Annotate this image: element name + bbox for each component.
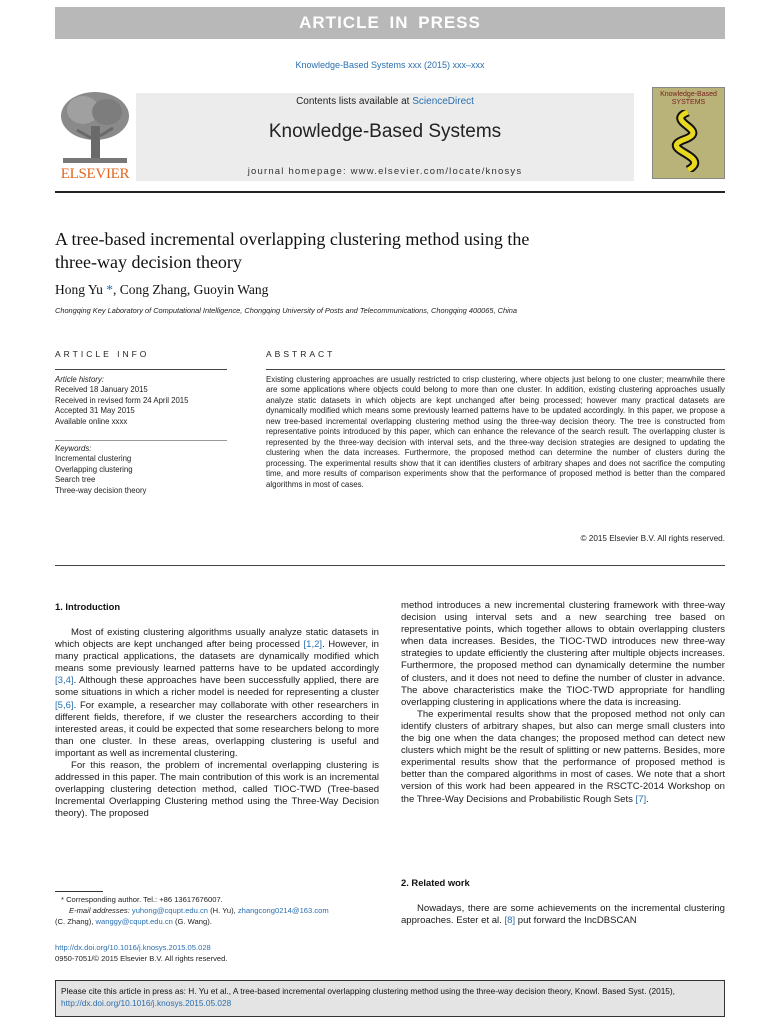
author-rest: , Cong Zhang, Guoyin Wang [113, 282, 269, 297]
email-link[interactable]: zhangcong0214@163.com [237, 905, 329, 915]
abstract-text: Existing clustering approaches are usually restricted to crisp clustering, where objects just belong to one cluster; meanwhile there are some applications where objects could belong to more than one cluster. In addition, existing clustering approaches usually analyze static datasets in which objects are kept unchanged after being processed; however many practical datasets are dynamically modified which means some previously learned patterns have to be updated accordingly. In this paper, we propose a new tree-based incremental overlapping clustering method using the three-way decision theory. The tree is constructed from representative points introduced by this paper, which can enhance the relevance of the search result. The overlapping cluster is represented by the three-way decision with interval sets, and the three-way decision strategies are designed to updating the clustering when the data increases. Furthermore, the proposed method can determine the number of clusters during the processing. The experimental results show that it can identifies clusters of arbitrary shapes and does not sacrifice the computing time, and more results of comparison experiments show that the performance of proposed method is better than the compared algorithms in most of cases. [266, 375, 725, 489]
title-line-1: A tree-based incremental overlapping clustering method using the [55, 229, 530, 249]
text-run: put forward the IncDBSCAN [515, 915, 637, 927]
journal-title: Knowledge-Based Systems [268, 121, 502, 142]
front-matter-bottom-rule [55, 565, 725, 566]
cite-doi-link[interactable]: http://dx.doi.org/10.1016/j.knosys.2015.05.028 [61, 997, 232, 1008]
footnote-rule [55, 891, 103, 892]
text-run: . Although these approaches have been successfully applied, there are some situations in which a richer model is needed for representing a cluster [55, 675, 379, 699]
cite-text: Please cite this article in press as: H. Yu et al., A tree-based incremental overlapping clustering method using the three-way decision theory, Knowl. Based Syst. (2015), [61, 986, 675, 996]
abstract-rule [266, 369, 725, 370]
keyword-item: Incremental clustering [55, 454, 132, 463]
citation-box [55, 980, 725, 1017]
abstract-copyright: © 2015 Elsevier B.V. All rights reserved. [580, 534, 725, 543]
email-link[interactable]: yuhong@cqupt.edu.cn [131, 905, 208, 915]
intro-paragraph-2: For this reason, the problem of incremental overlapping clustering is addressed in this paper. The main contribution of this work is an incremental overlapping clustering detection method, called TIOC-TWD (Tree-based Incremental Overlapping Clustering method using the Three-Way Decision theory). The proposed [55, 760, 379, 820]
contents-line [136, 96, 634, 107]
author-first: Hong Yu [55, 282, 103, 297]
introduction-heading: 1. Introduction [55, 601, 121, 612]
citation-link[interactable]: [3,4] [55, 675, 74, 687]
email-owner: (G. Wang). [172, 916, 212, 926]
keyword-item: Three-way decision theory [55, 486, 147, 496]
history-item: Received 18 January 2015 [55, 385, 148, 394]
text-run: . [646, 793, 649, 805]
email-line [55, 906, 385, 917]
text-run: Most of existing clustering algorithms usually analyze static datasets in which objects are kept unchanged after being processed [55, 627, 379, 651]
banner-text: ARTICLE IN PRESS [299, 13, 481, 32]
doi-link[interactable]: http://dx.doi.org/10.1016/j.knosys.2015.05.028 [55, 943, 211, 952]
text-run: . However, in many practical applications, the datasets are dynamically modified which means some previously learned patterns have to be updated accordingly [55, 639, 379, 675]
history-item: Accepted 31 May 2015 [55, 406, 135, 416]
article-history [55, 385, 188, 428]
text-run: The experimental results show that the proposed method not only can identify clusters of arbitrary shapes, but also can merge small clusters into the big one when the data changes; the proposed method can detect new clusters which might be the result of splitting or new patterns. Besides, more experimental results show that the performance of proposed method is better than the compared algorithms in most of cases. We note that a short version of this work had been appeared in the RSCTC-2014 Workshop on the Three-Way Decisions and Probabilistic Rough Sets [401, 708, 725, 805]
history-item: Available online xxxx [55, 417, 128, 427]
corresponding-author-note: * Corresponding author. Tel.: +86 13617676007. [61, 895, 223, 904]
email-link[interactable]: wanggy@cqupt.edu.cn [95, 916, 173, 926]
elsevier-wordmark: ELSEVIER [60, 166, 130, 182]
intro-paragraph-4 [401, 709, 725, 806]
header-rule [55, 191, 725, 193]
cover-artwork-icon [653, 110, 724, 172]
keyword-item: Overlapping clustering [55, 464, 133, 474]
right-column [401, 600, 725, 806]
citation-link[interactable]: [7] [635, 793, 647, 805]
doi-block [55, 943, 227, 965]
related-work-column [401, 903, 725, 927]
related-paragraph-1 [401, 903, 725, 927]
article-info-heading: ARTICLE INFO [55, 349, 150, 359]
article-info-rule [55, 369, 227, 370]
author-list [55, 282, 268, 298]
footnote [55, 895, 385, 927]
email-line-2 [55, 917, 385, 928]
text-run: Nowadays, there are some achievements on the incremental clustering approaches. Ester et al. [401, 903, 725, 927]
citation-link[interactable]: [8] [504, 915, 516, 927]
intro-paragraph-1 [55, 627, 379, 760]
keywords-rule [55, 440, 227, 441]
keywords-label: Keywords: [55, 444, 92, 453]
left-column [55, 627, 379, 821]
text-run: . For example, a researcher may collaborate with other researchers in different fields, therefore, if we cluster the researchers according to their interested areas, it could be expected that some researchers belong to more than one cluster. In these areas, overlapping clustering is useful and important as well as incremental clustering. [55, 699, 379, 759]
contents-prefix: Contents lists available at [296, 96, 413, 107]
cover-title: Knowledge-Based SYSTEMS [660, 91, 717, 106]
intro-paragraph-3: method introduces a new incremental clustering framework with three-way decision using interval sets and a new searching tree based on representative points, which together allows to obtain overlapping clusters when data increases. Besides, the TIOC-TWD introduces new three-way strategies to update efficiently the clustering after multiple objects increases. Furthermore, the proposed method can dynamically determine the number of clusters, and it does not need to define the number of cluster in advance. The above characteristics make the TIOC-TWD appropriate for handling overlapping clustering in applications where the data is increasing. [401, 600, 725, 708]
email-label: E-mail addresses: [69, 905, 132, 915]
journal-homepage[interactable]: journal homepage: www.elsevier.com/locate/knosys [247, 166, 523, 177]
keyword-list [55, 454, 146, 497]
article-in-press-banner [55, 7, 725, 39]
email-owner: (H. Yu), [208, 905, 238, 915]
affiliation: Chongqing Key Laboratory of Computational Intelligence, Chongqing University of Posts and Telecommunications, Chongqing 400065, China [55, 306, 517, 315]
elsevier-tree-icon [55, 88, 135, 166]
journal-reference[interactable]: Knowledge-Based Systems xxx (2015) xxx–xxx [295, 60, 485, 70]
citation-link[interactable]: [1,2] [303, 639, 323, 651]
related-work-heading: 2. Related work [401, 877, 470, 888]
history-item: Received in revised form 24 April 2015 [55, 395, 189, 405]
abstract-heading: ABSTRACT [266, 349, 336, 359]
journal-cover[interactable] [652, 87, 725, 179]
email-owner: (C. Zhang), [55, 916, 96, 926]
history-label: Article history: [55, 375, 104, 384]
sciencedirect-link[interactable]: ScienceDirect [412, 96, 474, 107]
title-line-2: three-way decision theory [55, 252, 242, 272]
citation-link[interactable]: [5,6] [55, 699, 74, 711]
corresponding-author-mark[interactable]: * [102, 282, 114, 297]
paper-title [55, 228, 655, 274]
keyword-item: Search tree [55, 475, 96, 485]
issn-line: 0950-7051/© 2015 Elsevier B.V. All rights reserved. [55, 953, 228, 963]
